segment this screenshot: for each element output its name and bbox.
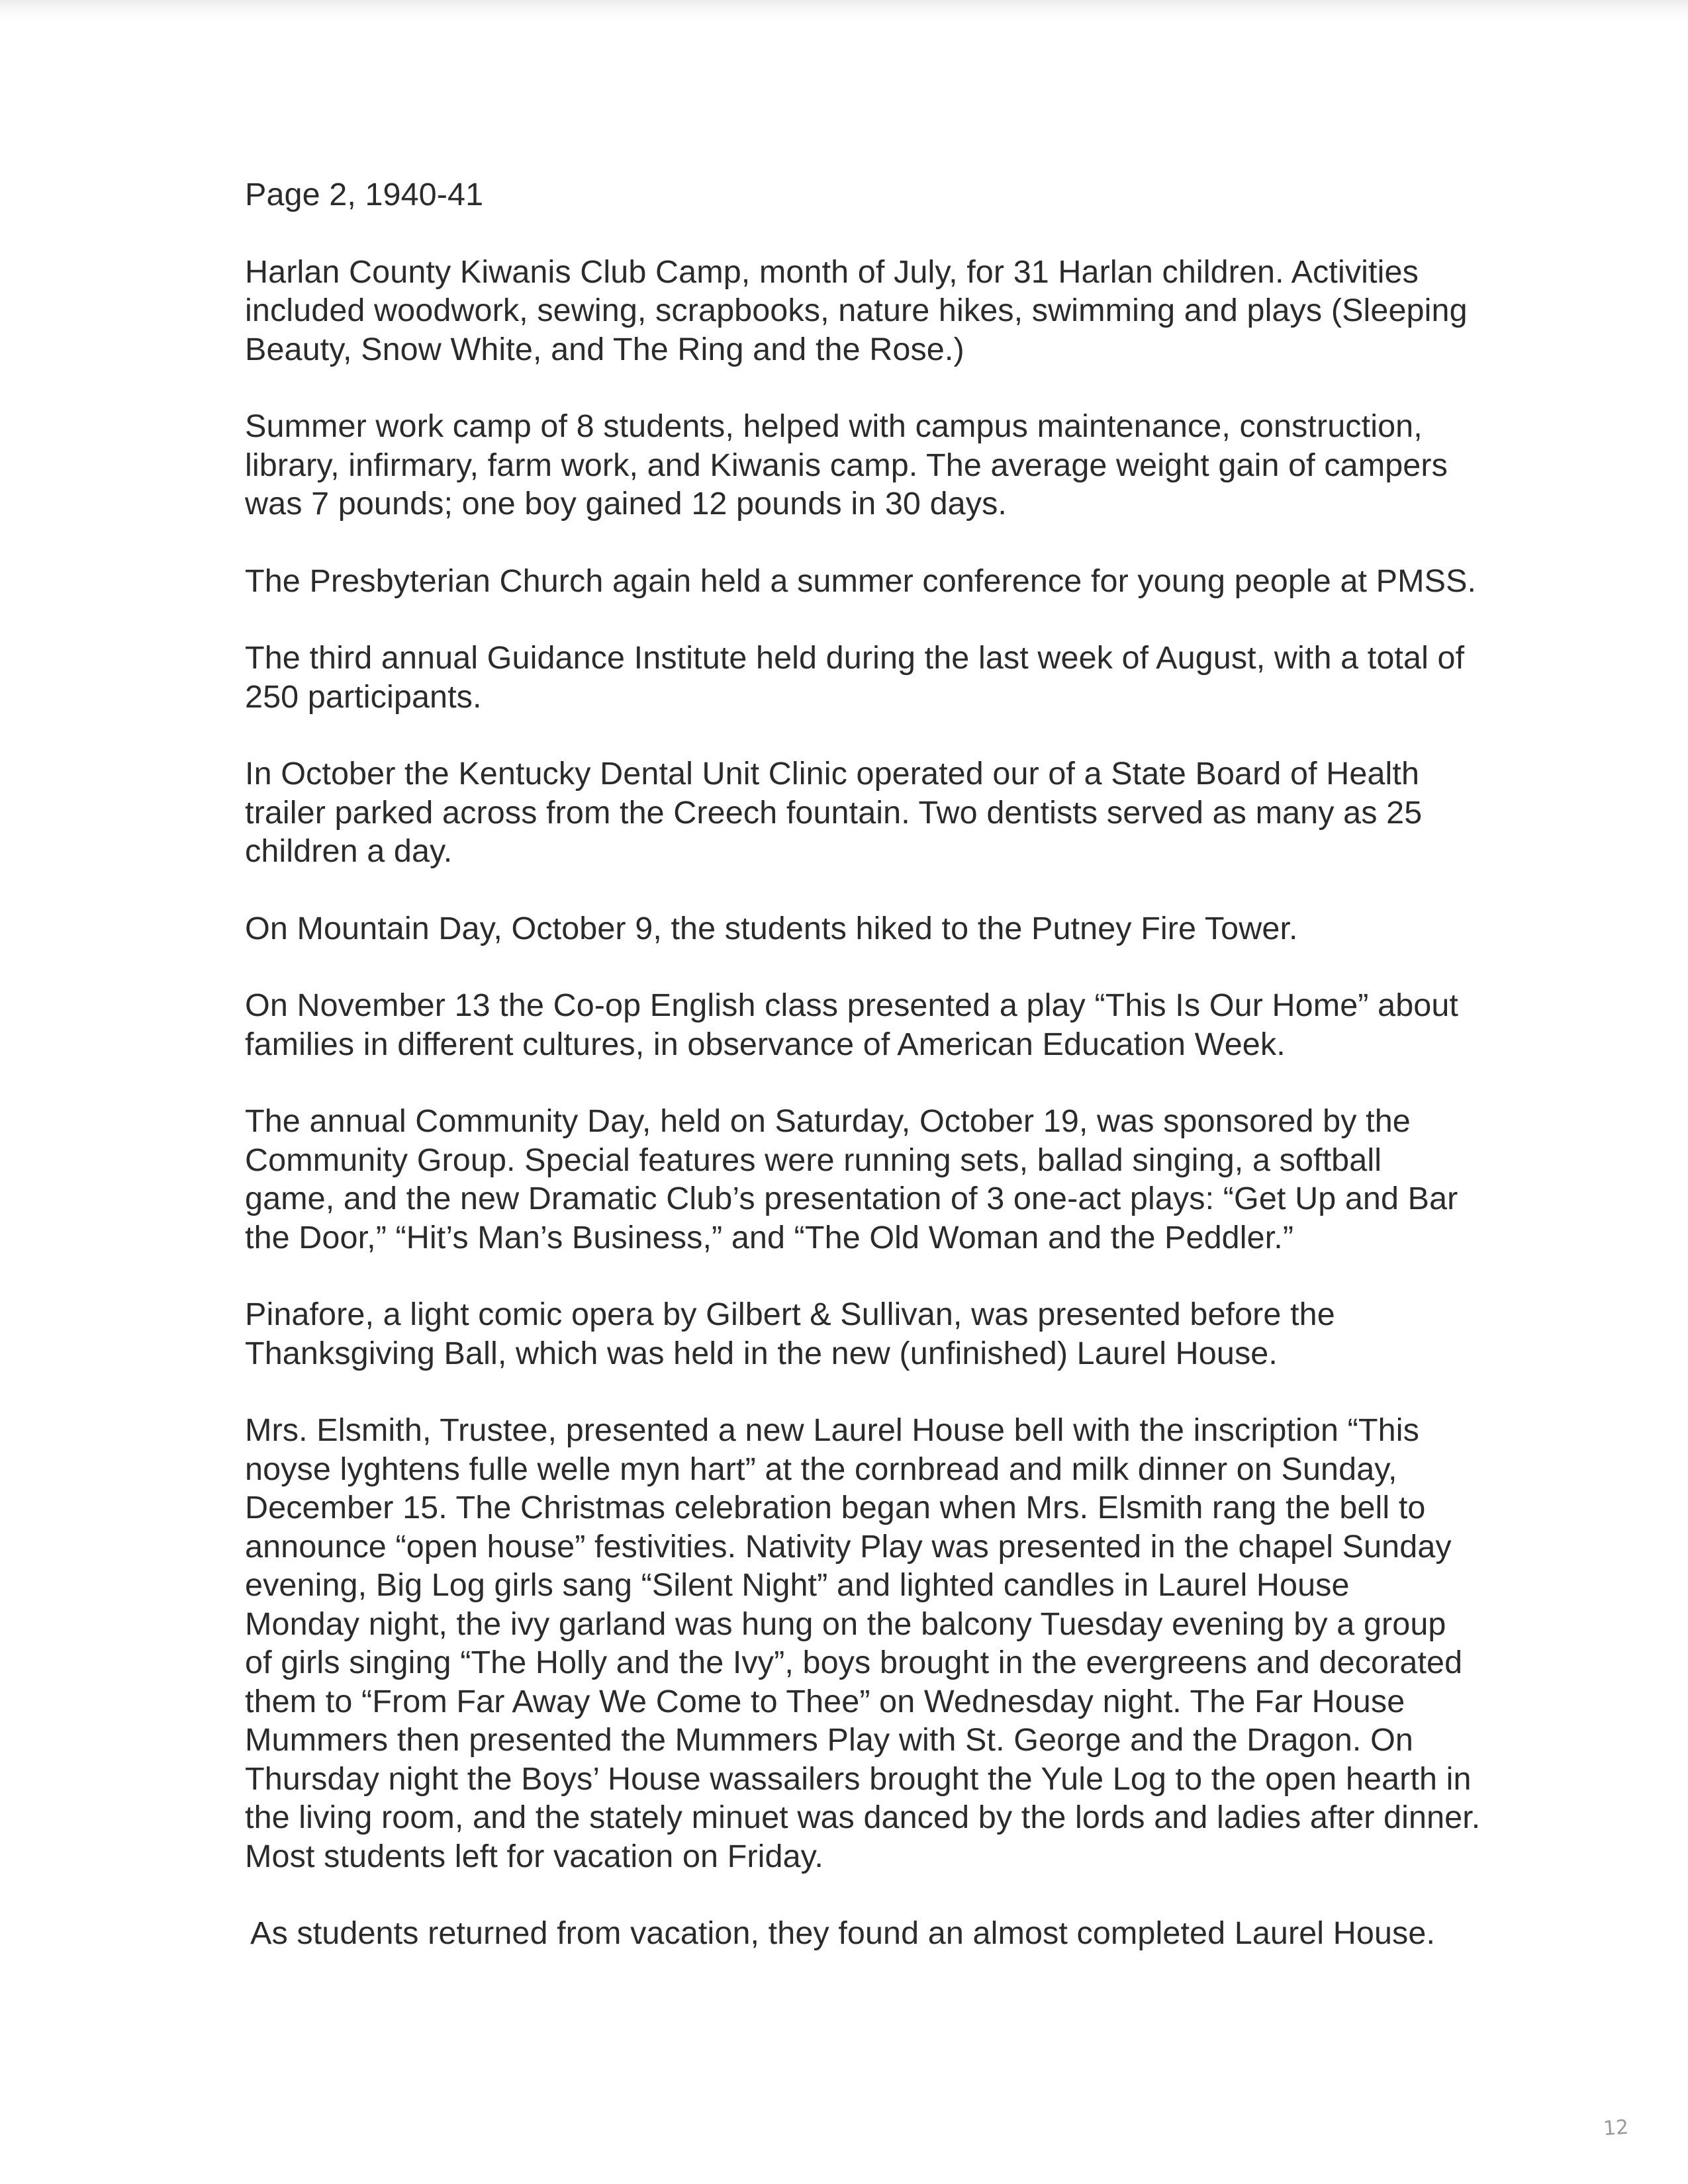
page-header: Page 2, 1940-41 — [245, 177, 484, 212]
handwritten-page-number: 12 — [1602, 2115, 1630, 2141]
text-line: The Presbyterian Church again held a summer conference for young people at PMSS. — [245, 563, 1477, 599]
paragraph-summer-work-camp — [245, 407, 1542, 523]
text-line: Pinafore, a light comic opera by Gilbert & Sullivan, was presented before the — [245, 1297, 1335, 1332]
text-line: 250 participants. — [245, 678, 482, 715]
paragraph-presbyterian-conference — [245, 562, 1542, 601]
text-line: them to “From Far Away We Come to Thee” on Wednesday night. The Far House — [245, 1683, 1405, 1719]
paragraph-pinafore — [245, 1295, 1542, 1373]
text-line: was 7 pounds; one boy gained 12 pounds in 30 days. — [245, 486, 1008, 522]
text-line: As students returned from vacation, they found an almost completed Laurel House. — [250, 1915, 1436, 1951]
paragraph-kiwanis-camp — [245, 253, 1542, 369]
text-line: Most students left for vacation on Friday. — [245, 1838, 824, 1874]
paragraph-mountain-day — [245, 909, 1542, 948]
text-line: library, infirmary, farm work, and Kiwanis camp. The average weight gain of campers — [245, 447, 1448, 483]
text-line: Beauty, Snow White, and The Ring and the Rose.) — [245, 331, 964, 367]
paragraph-community-day — [245, 1102, 1542, 1257]
text-line: the Door,” “Hit’s Man’s Business,” and “The Old Woman and the Peddler.” — [245, 1219, 1294, 1255]
text-line: children a day. — [245, 833, 453, 869]
paragraph-guidance-institute — [245, 639, 1542, 716]
paragraph-laurel-house-return — [250, 1914, 1542, 1953]
text-line: In October the Kentucky Dental Unit Clinic operated our of a State Board of Health — [245, 756, 1420, 792]
text-line: of girls singing “The Holly and the Ivy”, boys brought in the evergreens and decorated — [245, 1645, 1463, 1680]
text-line: Monday night, the ivy garland was hung on the balcony Tuesday evening by a group — [245, 1606, 1446, 1642]
text-line: trailer parked across from the Creech fountain. Two dentists served as many as 25 — [245, 794, 1423, 831]
text-line: The annual Community Day, held on Saturday, October 19, was sponsored by the — [245, 1103, 1411, 1139]
scan-top-edge — [0, 0, 1688, 20]
paragraph-coop-english-play — [245, 986, 1542, 1064]
text-line: Summer work camp of 8 students, helped with campus maintenance, construction, — [245, 408, 1423, 444]
document-body — [245, 175, 1542, 1991]
text-line: On November 13 the Co-op English class presented a play “This Is Our Home” about — [245, 987, 1459, 1023]
text-line: families in different cultures, in observance of American Education Week. — [245, 1026, 1286, 1062]
text-line: Community Group. Special features were running sets, ballad singing, a softball — [245, 1142, 1382, 1178]
text-line: announce “open house” festivities. Nativity Play was presented in the chapel Sunday — [245, 1528, 1452, 1565]
text-line: game, and the new Dramatic Club’s presentation of 3 one-act plays: “Get Up and Bar — [245, 1181, 1458, 1216]
paragraph-christmas-celebration — [245, 1411, 1542, 1876]
text-line: Harlan County Kiwanis Club Camp, month of July, for 31 Harlan children. Activities — [245, 253, 1419, 290]
text-line: included woodwork, sewing, scrapbooks, nature hikes, swimming and plays (Sleeping — [245, 293, 1468, 328]
text-line: noyse lyghtens fulle welle myn hart” at the cornbread and milk dinner on Sunday, — [245, 1451, 1397, 1487]
text-line: December 15. The Christmas celebration began when Mrs. Elsmith rang the bell to — [245, 1490, 1426, 1525]
text-line: Thanksgiving Ball, which was held in the new (unfinished) Laurel House. — [245, 1335, 1278, 1371]
text-line: evening, Big Log girls sang “Silent Night” and lighted candles in Laurel House — [245, 1567, 1350, 1603]
text-line: Thursday night the Boys’ House wassailers brought the Yule Log to the open hearth in — [245, 1760, 1472, 1797]
text-line: Mrs. Elsmith, Trustee, presented a new Laurel House bell with the inscription “This — [245, 1412, 1419, 1448]
text-line: the living room, and the stately minuet was danced by the lords and ladies after dinner. — [245, 1799, 1481, 1835]
text-line: On Mountain Day, October 9, the students hiked to the Putney Fire Tower. — [245, 910, 1298, 946]
paragraph-dental-clinic — [245, 754, 1542, 871]
text-line: The third annual Guidance Institute held during the last week of August, with a total of — [245, 640, 1465, 676]
text-line: Mummers then presented the Mummers Play with St. George and the Dragon. On — [245, 1722, 1413, 1758]
